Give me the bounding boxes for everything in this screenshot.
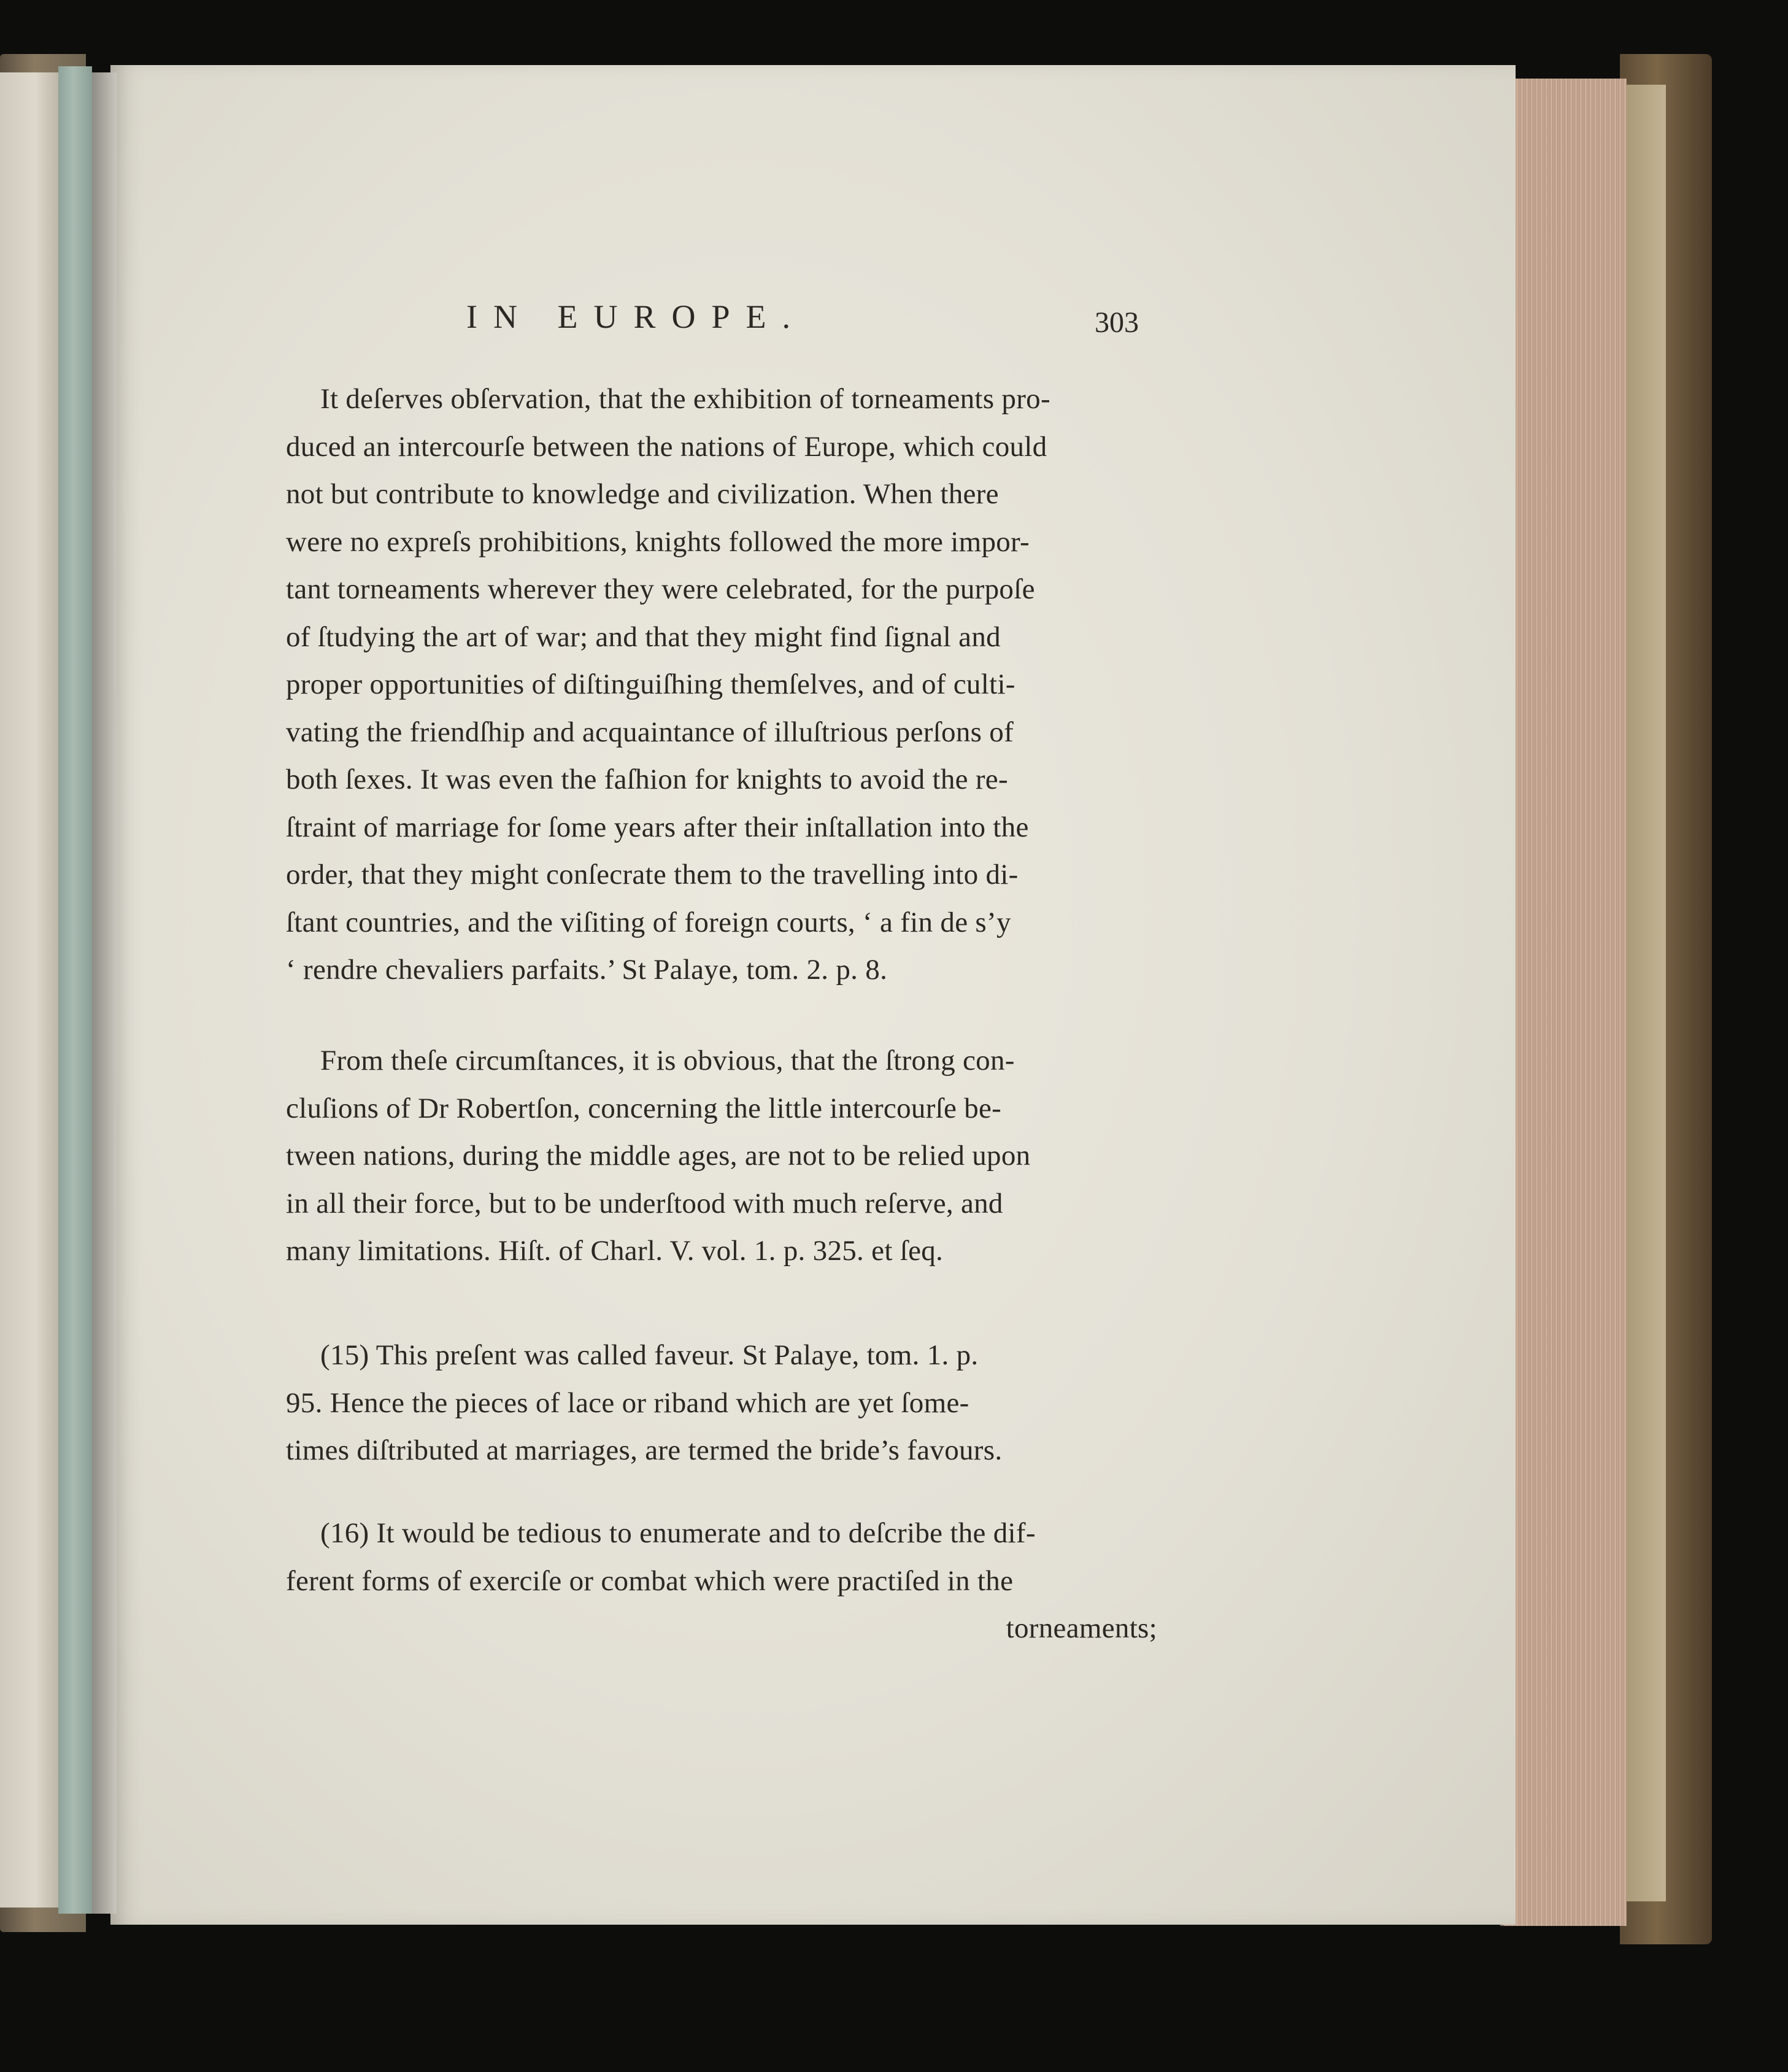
text-line: ‘ rendre chevaliers parfaits.’ St Palaye, tom. 2. p. 8. [286,954,888,986]
text-line: 95. Hence the pieces of lace or riband which are yet ſome- [286,1386,969,1419]
paragraph-torneaments [286,376,1157,994]
text-line: times diſtributed at marriages, are termed the bride’s favours. [286,1434,1003,1466]
text-line: (15) This preſent was called faveur. St Palaye, tom. 1. p. [320,1339,979,1371]
text-line: tween nations, during the middle ages, are not to be relied upon [286,1140,1031,1172]
text-line: not but contribute to knowledge and civilization. When there [286,478,999,510]
open-book [0,54,1788,2018]
paragraph-robertson [286,1037,1157,1275]
running-head: IN EUROPE. [466,298,806,335]
cover-board-edge [1623,85,1666,1901]
text-line: vating the friendſhip and acquaintance of illuſtrious perſons of [286,716,1014,748]
note-16 [286,1510,1157,1653]
text-line: were no expreſs prohibitions, knights followed the more impor- [286,525,1030,558]
text-line: ſtraint of marriage for ſome years after their inſtallation into the [286,811,1029,843]
text-line: duced an intercourſe between the nations of Europe, which could [286,430,1047,463]
text-line: cluſions of Dr Robertſon, concerning the little intercourſe be- [286,1092,1002,1124]
catchword-line: torneaments; [1006,1612,1157,1644]
text-line: of ſtudying the art of war; and that they might find ſignal and [286,620,1001,653]
text-line: ferent forms of exerciſe or combat which were practiſed in the [286,1564,1014,1597]
text-line: order, that they might conſecrate them to the travelling into di- [286,859,1019,891]
page-number: 303 [1095,306,1139,339]
text-line: ſtant countries, and the viſiting of foreign courts, ‘ a fin de s’y [286,906,1011,938]
gutter [92,72,117,1914]
previous-page-edge [0,72,58,1908]
text-line: (16) It would be tedious to enumerate and to deſcribe the dif- [320,1517,1036,1549]
text-line: It deſerves obſervation, that the exhibition of torneaments pro- [320,383,1050,415]
text-line: proper opportunities of diſtinguiſhing themſelves, and of culti- [286,668,1015,700]
note-15 [286,1332,1157,1475]
text-line: many limitations. Hiſt. of Charl. V. vol. 1. p. 325. et ſeq. [286,1235,944,1267]
endpaper [58,66,92,1914]
text-line: From theſe circumſtances, it is obvious, that the ſtrong con- [320,1045,1015,1077]
text-line: both ſexes. It was even the faſhion for knights to avoid the re- [286,763,1008,795]
text-line: in all their force, but to be underſtood with much reſerve, and [286,1187,1003,1220]
text-line: tant torneaments wherever they were celebrated, for the purpoſe [286,573,1035,605]
page-block-edges [1500,79,1627,1926]
